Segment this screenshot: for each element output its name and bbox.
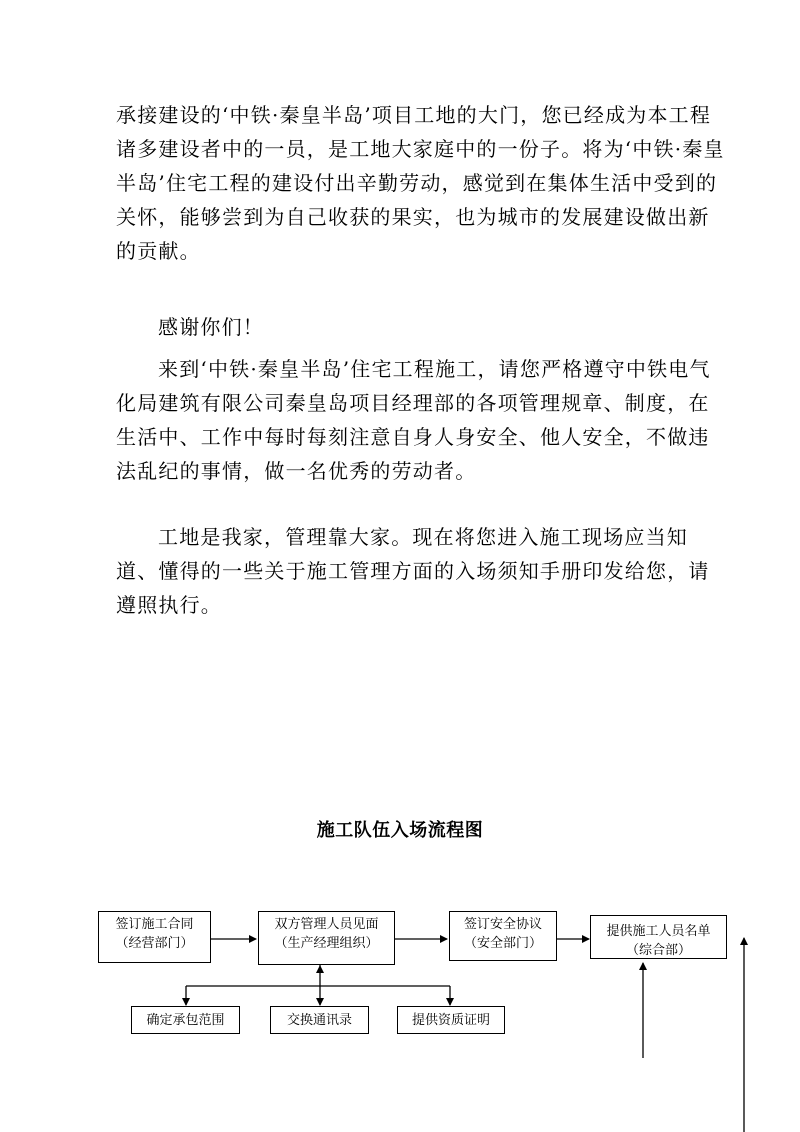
step3-title: 签订安全协议 (463, 917, 542, 932)
step1-dept: （经营部门） (115, 936, 194, 951)
step3-dept: （安全部门） (463, 936, 542, 951)
flow-sub-contract-scope: 确定承包范围 (131, 1006, 240, 1034)
step1-title: 签订施工合同 (115, 917, 194, 932)
flow-step-staff-list (590, 915, 727, 959)
flow-sub-qualification: 提供资质证明 (397, 1006, 505, 1034)
arrow-up-head-step2 (316, 965, 324, 973)
flow-step-safety-agreement (449, 911, 557, 961)
step4-title: 提供施工人员名单 (606, 924, 711, 939)
handbook-paragraph: 工地是我家，管理靠大家。现在将您进入施工现场应当知道、懂得的一些关于施工管理方面的入场须知手册印发给您，请遵照执行。 (116, 525, 710, 617)
thanks-paragraph: 感谢你们！ (158, 315, 264, 339)
flowchart-title: 施工队伍入场流程图 (316, 820, 484, 841)
step4-dept: （综合部） (625, 943, 691, 958)
step2-title: 双方管理人员见面 (274, 917, 379, 932)
flow-step-sign-contract (98, 911, 211, 963)
flow-step-manager-meeting (258, 911, 395, 965)
intro-paragraph: 承接建设的‘中铁·秦皇半岛’项目工地的大门，您已经成为本工程诸多建设者中的一员，是工地大家庭中的一份子。将为‘中铁·秦皇半岛’住宅工程的建设付出辛勤劳动，感觉到在集体生活中受到的关怀，能够尝到为自己收获的果实，也为城市的发展建设做出新的贡献。 (116, 103, 725, 263)
step2-dept: （生产经理组织） (274, 936, 379, 951)
rules-paragraph: 来到‘中铁·秦皇半岛’住宅工程施工，请您严格遵守中铁电气化局建筑有限公司秦皇岛项目经理部的各项管理规章、制度，在生活中、工作中每时每刻注意自身人身安全、他人安全，不做违法乱纪的事情，做一名优秀的劳动者。 (116, 357, 711, 483)
flow-sub-contact-list: 交换通讯录 (270, 1006, 369, 1034)
